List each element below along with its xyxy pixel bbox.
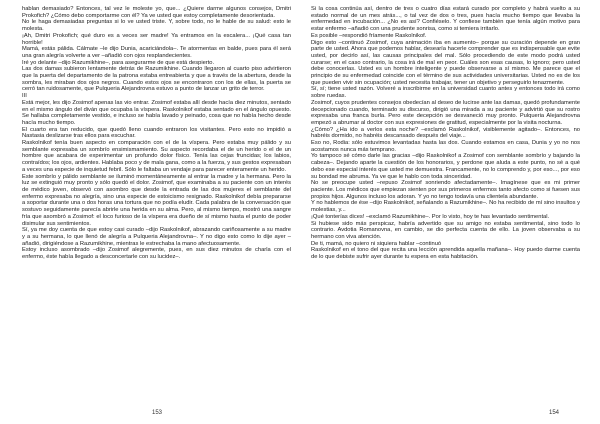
paragraph: hablan demasiado? Entonces, tal vez le moleste yo, que... ¿Quiere darme algunos consejos, Dmitri Prokofich? ¿Cómo debo comportarme con él? Ya ve usted que estoy completamente desorientada. bbox=[22, 6, 291, 19]
page-number: 153 bbox=[152, 410, 163, 416]
paragraph: Las dos damas subieron lentamente detrás de Razumikhine. Cuando llegaron al cuarto piso advirtieron que la puerta del departamento de la patrona estaba entreabierta y que a través de la abertura, desde la sombra, les miraban dos ojos negros. Cuando estos ojos se encontraron con los de ellas, la puerta se cerró tan ruidosamente, que Pulqueria Alejandrovna estuvo a punto de lanzar un grito de terror. bbox=[22, 66, 291, 93]
left-page-text bbox=[22, 6, 291, 404]
paragraph: Si la cosa continúa así, dentro de tres o cuatro días estará curado por completo y habrá vuelto a su estado normal de un mes atrás..., o tal vez de dos o tres, pues hacía mucho tiempo que llevaba la enfermedad en incubación... ¿No es así? Confiéselo. Y confiese también que tenía algún motivo para estar enfermo –añadió con una prudente sonrisa, como si temiera irritarlo. bbox=[311, 6, 580, 33]
paragraph: Este sombrío y pálido semblante se iluminó momentáneamente al entrar la madre y la hermana. Pero la luz se extinguió muy pronto y sólo quedó el dolor. Zosimof, que examinaba a su paciente con un interés de médico joven, observó con asombro que desde la entrada de las dos mujeres el semblante del enfermo expresaba no alegría, sino una especie de estoicismo resignado. Raskolnikof debía prepararse a soportar durante una o dos horas una tortura que no podía eludir. Cada palabra de la conversación que sostuvo seguidamente parecía abrirle una herida en su alma. Pero, al mismo tiempo, mostró una sangre fría que asombró a Zosimof: el loco furioso de la víspera era dueño de sí mismo hasta el punto de poder disimular sus sentimientos. bbox=[22, 173, 291, 227]
paragraph: Mamá, estás pálida. Cálmate –le dijo Dunia, acariciándola–. Te atormentas en balde, pues para él será una gran alegría volverte a ver –añadió con ojos resplandecientes. bbox=[22, 46, 291, 59]
paragraph: ¡Ah, Dmitri Prokofich; qué duro es a veces ser madre! Ya entramos en la escalera... ¡Qué casa tan horrible! bbox=[22, 32, 291, 46]
paragraph: Sí, ya me doy cuenta de que estoy casi curado –dijo Raskolnikof, abrazando cariñosamente a su madre y a su hermana, lo que llenó de alegría a Pulqueria Alejandrovna–. Y no digo esto como lo dije ayer –añadió, dirigiéndose a Razumikhine, mientras le estrechaba la mano afectuosamente. bbox=[22, 227, 291, 247]
paragraph: Iré yo delante –dijo Razumikhine–, para asegurarme de que está despierto. bbox=[22, 59, 215, 66]
paragraph: Sí, sí; tiene usted razón. Volveré a inscribirme en la universidad cuanto antes y entonces todo irá como sobre ruedas. bbox=[311, 86, 580, 100]
paragraph: No se preocupe usted –repuso Zosimof sonriendo afectadamente–. Imagínese que es mi primer paciente. Los médicos que empiezan sienten por sus primeros enfermos tanto afecto como si fuesen sus propios hijos. Algunos incluso los adoran. Y yo no tengo todavía una clientela abundante. bbox=[311, 180, 580, 200]
paragraph: Yo tampoco sé cómo darle las gracias –dijo Raskolnikof a Zosimof con semblante sombrío y bajando la cabeza–. Dejando aparte la cuestión de los honorarios, y perdone que aluda a este punto, no sé a qué debo ese especial interés que usted me demuestra. Francamente, no lo comprendo y, por eso..., por eso su bondad me abruma. Ya ve que le hablo con toda sinceridad. bbox=[311, 153, 580, 180]
paragraph: Digo esto –continuó Zosimof, cuya animación iba en aumento– porque su curación depende en gran parte de usted. Ahora que podemos hablar, desearía hacerle comprender que es indispensable que evite usted, por decirlo así, las causas principales del mal. Sólo procediendo de este modo podrá usted curarse; en el caso contrario, la cosa irá de mal en peor. Cuáles son esas causas, lo ignoro; pero usted debe conocerlas. Usted es un hombre inteligente y puede observarse a sí mismo. Me parece que el principio de su enfermedad coincide con el término de sus actividades universitarias. Usted no es de los que pueden vivir sin ocupación; usted necesita trabajar, tener un objetivo y perseguirlo tenazmente. bbox=[311, 39, 580, 86]
right-page bbox=[300, 0, 600, 424]
paragraph: El cuarto era tan reducido, que quedó lleno cuando entraron los visitantes. Pero esto no impidió a Nastasia deslizarse tras ellos para escuchar. bbox=[22, 126, 291, 140]
paragraph: No le haga demasiadas preguntas si lo ve usted triste. Y, sobre todo, no le hable de su salud: esto le molesta. bbox=[22, 19, 291, 33]
paragraph: Eso no, Rodia: sólo estuvimos levantadas hasta las dos. Cuando estamos en casa, Dunia y yo no nos acostamos nunca más temprano. bbox=[311, 140, 580, 153]
paragraph: ¡Qué tonterías dices! –exclamó Razumikhine–. Por lo visto, hoy te has levantado sentimental. bbox=[311, 213, 550, 220]
page-number: 154 bbox=[549, 410, 560, 416]
paragraph: De ti, mamá, no quiero ni siquiera hablar –continuó bbox=[311, 240, 442, 247]
right-page-text bbox=[311, 6, 580, 404]
paragraph: Raskolnikof en el tono del que recita una lección aprendida aquella mañana–. Hoy puedo darme cuenta de lo que debiste sufrir ayer durante tu espera en esta habitación. bbox=[311, 247, 580, 261]
paragraph: Si hubiese sido más perspicaz, habría advertido que su amigo no estaba sentimental, sino todo lo contrario. Avdotia Romanovna, en cambio, se dio perfecta cuenta de ello. La joven observaba a su hermano con viva atención. bbox=[311, 220, 580, 240]
paragraph: Está mejor, les dijo Zosimof apenas las vio entrar. Zosimof estaba allí desde hacía diez minutos, sentado en el mismo ángulo del diván que ocupaba la víspera. Raskolnikof estaba sentado en el ángulo opuesto. Se hallaba completamente vestido, e incluso se había lavado y peinado, cosa que no había hecho desde hacía mucho tiempo. bbox=[22, 99, 291, 126]
paragraph: Y no hablemos de ése –dijo Raskolnikof, señalando a Razumikhine–. No ha recibido de mí sino insultos y molestias, y... bbox=[311, 200, 580, 214]
paragraph: Es posible –respondió fríamente Raskolnikof. bbox=[311, 32, 427, 39]
chapter-heading: III bbox=[22, 93, 27, 100]
paragraph: Zosimof, cuyos prudentes consejos obedecían al deseo de lucirse ante las damas, quedó profundamente decepcionado cuando, terminado su discurso, dirigió una mirada a su paciente y advirtió que su rostro expresaba una franca burla. Pero este decepción se desvaneció muy pronto. Pulqueria Alejandrovna empezó a abrumar al doctor con sus expresiones de gratitud, especialmente por la visita nocturna. bbox=[311, 99, 580, 126]
paragraph: Estoy incluso asombrado –dijo Zosimof alegremente, pues, en sus diez minutos de charla con el enfermo, éste había llegado a desconcertarle con su lucidez–. bbox=[22, 247, 291, 261]
paragraph: Raskolnikof tenía buen aspecto en comparación con el de la víspera. Pero estaba muy pálido y su semblante expresaba un sombrío ensimismamiento. Su aspecto recordaba el de un herido o el de un hombre que acabara de experimentar un profundo dolor físico. Tenía las cejas fruncidas; los labios, contraídos; los ojos, ardientes. Hablaba poco y de mala gana, como a la fuerza, y sus gestos expresaban a veces una especie de inquietud febril. Sólo le faltaba un vendaje para parecer enteramente un herido. bbox=[22, 140, 291, 173]
paragraph: ¿Cómo? ¿Ha ido a verlos esta noche? –exclamó Raskolnikof, visiblemente agitado–. Entonces, no habréis dormido, no habréis descansado después del viaje... bbox=[311, 126, 580, 140]
